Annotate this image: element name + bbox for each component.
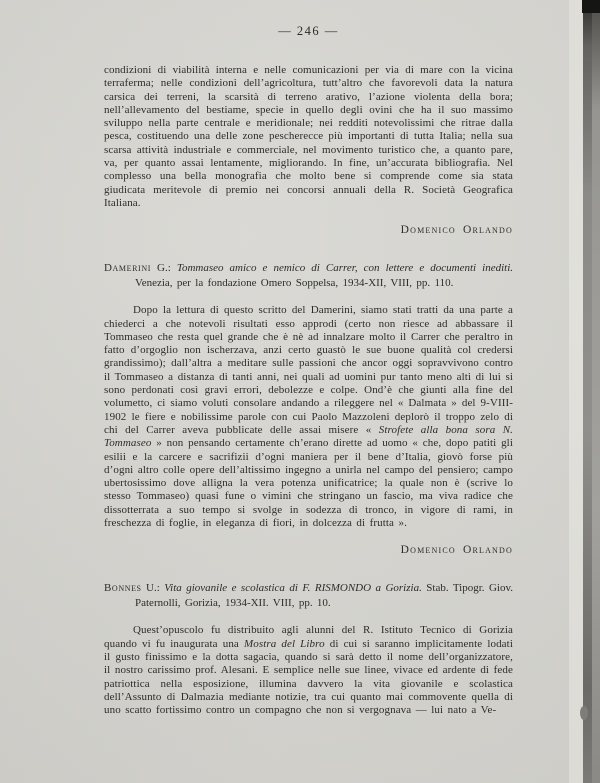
scan-edge-blemish — [580, 706, 588, 720]
scan-corner-mark — [582, 0, 600, 13]
page-number: — 246 — — [278, 24, 339, 38]
page-edge-shadow — [583, 0, 592, 783]
review-paragraph-damerini: Dopo la lettura di questo scritto del Damerini, siamo stati tratti da una parte a chiederci a che notevoli risultati esso approdi (certo non riesce ad abbassare il Tommaseo che resta quel grande che è nè ad innalzare molto il Carrer che peraltro in fatto d’orgoglio non ischerzava, anzi certo guastò le sue buone qualità col credersi grandissimo); dall’altra a meditare sulle passioni che ancor oggi sopravvivono contro il Tommaseo a distanza di tanti anni, nei quali ad uomini pur tanto meno alti di lui si sono perdonati così gravi errori, debolezze e colpe. Ond’è che giunti alla fine del volumetto, ci siamo voluti consolare andando a rileggere nel « Dalmata » del 9-VIII-1902 le fiere e nobilissime parole con cui Paolo Mazzoleni deplorò il troppo zelo di chi del Carrer aveva pubblicate delle assai misere « Strofete alla bona sora N. Tommaseo » non pensando certamente ch’erano dirette ad uomo « che, dopo patiti gli esilii e la carcere e sacrifizii d’ogni maniera per il bene d’Italia, giovò forse più d’ogni altro colle opere dell’altissimo ingegno a unirla nel campo del pensiero; campo ubertosissimo dove alligna la vera potenza unificatrice; la quale non è (scrive lo stesso Tommaseo) quasi fune o vimini che stringano un fascio, ma viva radice che dissotterrata a suo tempo si svolge in sodezza di tronco, in vigore di rami, in freschezza di foglie, in eleganza di fiori, in dolcezza di frutta ». — [104, 304, 513, 530]
scan-gutter — [592, 0, 600, 783]
page-edge-highlight — [569, 0, 583, 783]
review-paragraph-bonnes: Quest’opuscolo fu distribuito agli alunni del R. Istituto Tecnico di Gorizia quando vi fu inaugurata una Mostra del Libro di cui si saranno implicitamente lodati il gusto finissimo e la dotta sagacia, quando si sarà detto il nome dell’organizzatore, il nostro carissimo prof. Alesani. E semplice nelle sue linee, vivace ed ardente di fede patriottica nella esposizione, illumina davvero la vita giovanile e scolastica dell’Assunto di Dalmazia mediante notizie, tra cui quanto mai commovente quella di uno scatto fortissimo contro un compagno che non si vergognava — lui nato a Ve- — [104, 624, 513, 717]
review-paragraph-continuation: condizioni di viabilità interna e nelle comunicazioni per via di mare con la vicina terraferma; nelle condizioni dell’agricoltura, tutt’altro che favorevoli data la natura carsica dei terreni, la scarsità di terreno arativo, l’azione violenta della bora; nell’allevamento del bestiame, specie in quello degli ovini che ha il suo massimo sviluppo nella parte centrale e meridionale; nei redditi notevolissimi che ritrae dalla pesca, costituendo una delle zone pescherecce più importanti di tutta Italia; nella sua scarsa attività industriale e commerciale, nel movimento turistico che, a quanto pare, va, per quanto assai lentamente, migliorando. In fine, un’accurata bibliografia. Nel complesso una bella monografia che molto bene si comprende come sia stata giudicata meritevole di premio nei concorsi annuali della R. Società Geografica Italiana. — [104, 64, 513, 209]
bibliography-entry-bonnes: Bonnes U.: Vita giovanile e scolastica di F. RISMONDO a Gorizia. Stab. Tipogr. Giov. Paternolli, Gorizia, 1934-XII. VIII, pp. 10. — [104, 582, 513, 610]
reviewer-signature: Domenico Orlando — [400, 544, 513, 557]
bibliography-entry-damerini: Damerini G.: Tommaseo amico e nemico di Carrer, con lettere e documenti inediti. Venezia, per la fondazione Omero Soppelsa, 1934-XII, VIII, pp. 110. — [104, 262, 513, 290]
reviewer-signature: Domenico Orlando — [400, 224, 513, 237]
text-column — [104, 24, 513, 717]
